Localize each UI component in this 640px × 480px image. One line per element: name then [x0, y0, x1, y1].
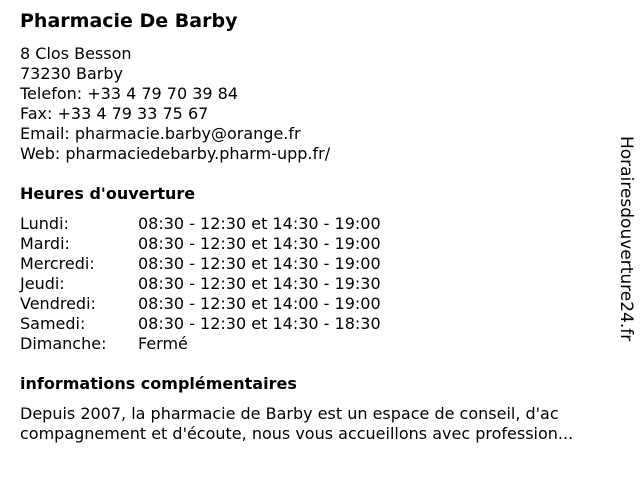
day-label: Lundi:: [20, 214, 69, 233]
hours-heading: Heures d'ouverture: [20, 184, 196, 203]
info-heading: informations complémentaires: [20, 374, 297, 393]
address-line-2: 73230 Barby: [20, 64, 123, 83]
brand-watermark: Horairesdouverture24.fr: [616, 136, 636, 342]
day-time: 08:30 - 12:30 et 14:30 - 18:30: [138, 314, 381, 333]
address-line-1: 8 Clos Besson: [20, 44, 132, 63]
day-label: Samedi:: [20, 314, 86, 333]
info-line-1: Depuis 2007, la pharmacie de Barby est un espace de conseil, d'ac: [20, 404, 559, 423]
day-label: Dimanche:: [20, 334, 107, 353]
website-url: Web: pharmaciedebarby.pharm-upp.fr/: [20, 144, 331, 163]
info-line-2: compagnement et d'écoute, nous vous accueillons avec profession...: [20, 424, 574, 443]
day-label: Mercredi:: [20, 254, 95, 273]
day-label: Vendredi:: [20, 294, 96, 313]
fax-number: Fax: +33 4 79 33 75 67: [20, 104, 209, 123]
day-time: 08:30 - 12:30 et 14:30 - 19:30: [138, 274, 381, 293]
contact-block: [20, 44, 330, 164]
day-label: Mardi:: [20, 234, 70, 253]
day-time: Fermé: [138, 334, 188, 353]
day-time: 08:30 - 12:30 et 14:30 - 19:00: [138, 234, 381, 253]
phone-number: Telefon: +33 4 79 70 39 84: [20, 84, 239, 103]
day-time: 08:30 - 12:30 et 14:00 - 19:00: [138, 294, 381, 313]
info-description: [20, 404, 620, 444]
day-time: 08:30 - 12:30 et 14:30 - 19:00: [138, 214, 381, 233]
day-label: Jeudi:: [20, 274, 65, 293]
page-title: Pharmacie De Barby: [20, 10, 238, 32]
email-address: Email: pharmacie.barby@orange.fr: [20, 124, 301, 143]
day-time: 08:30 - 12:30 et 14:30 - 19:00: [138, 254, 381, 273]
